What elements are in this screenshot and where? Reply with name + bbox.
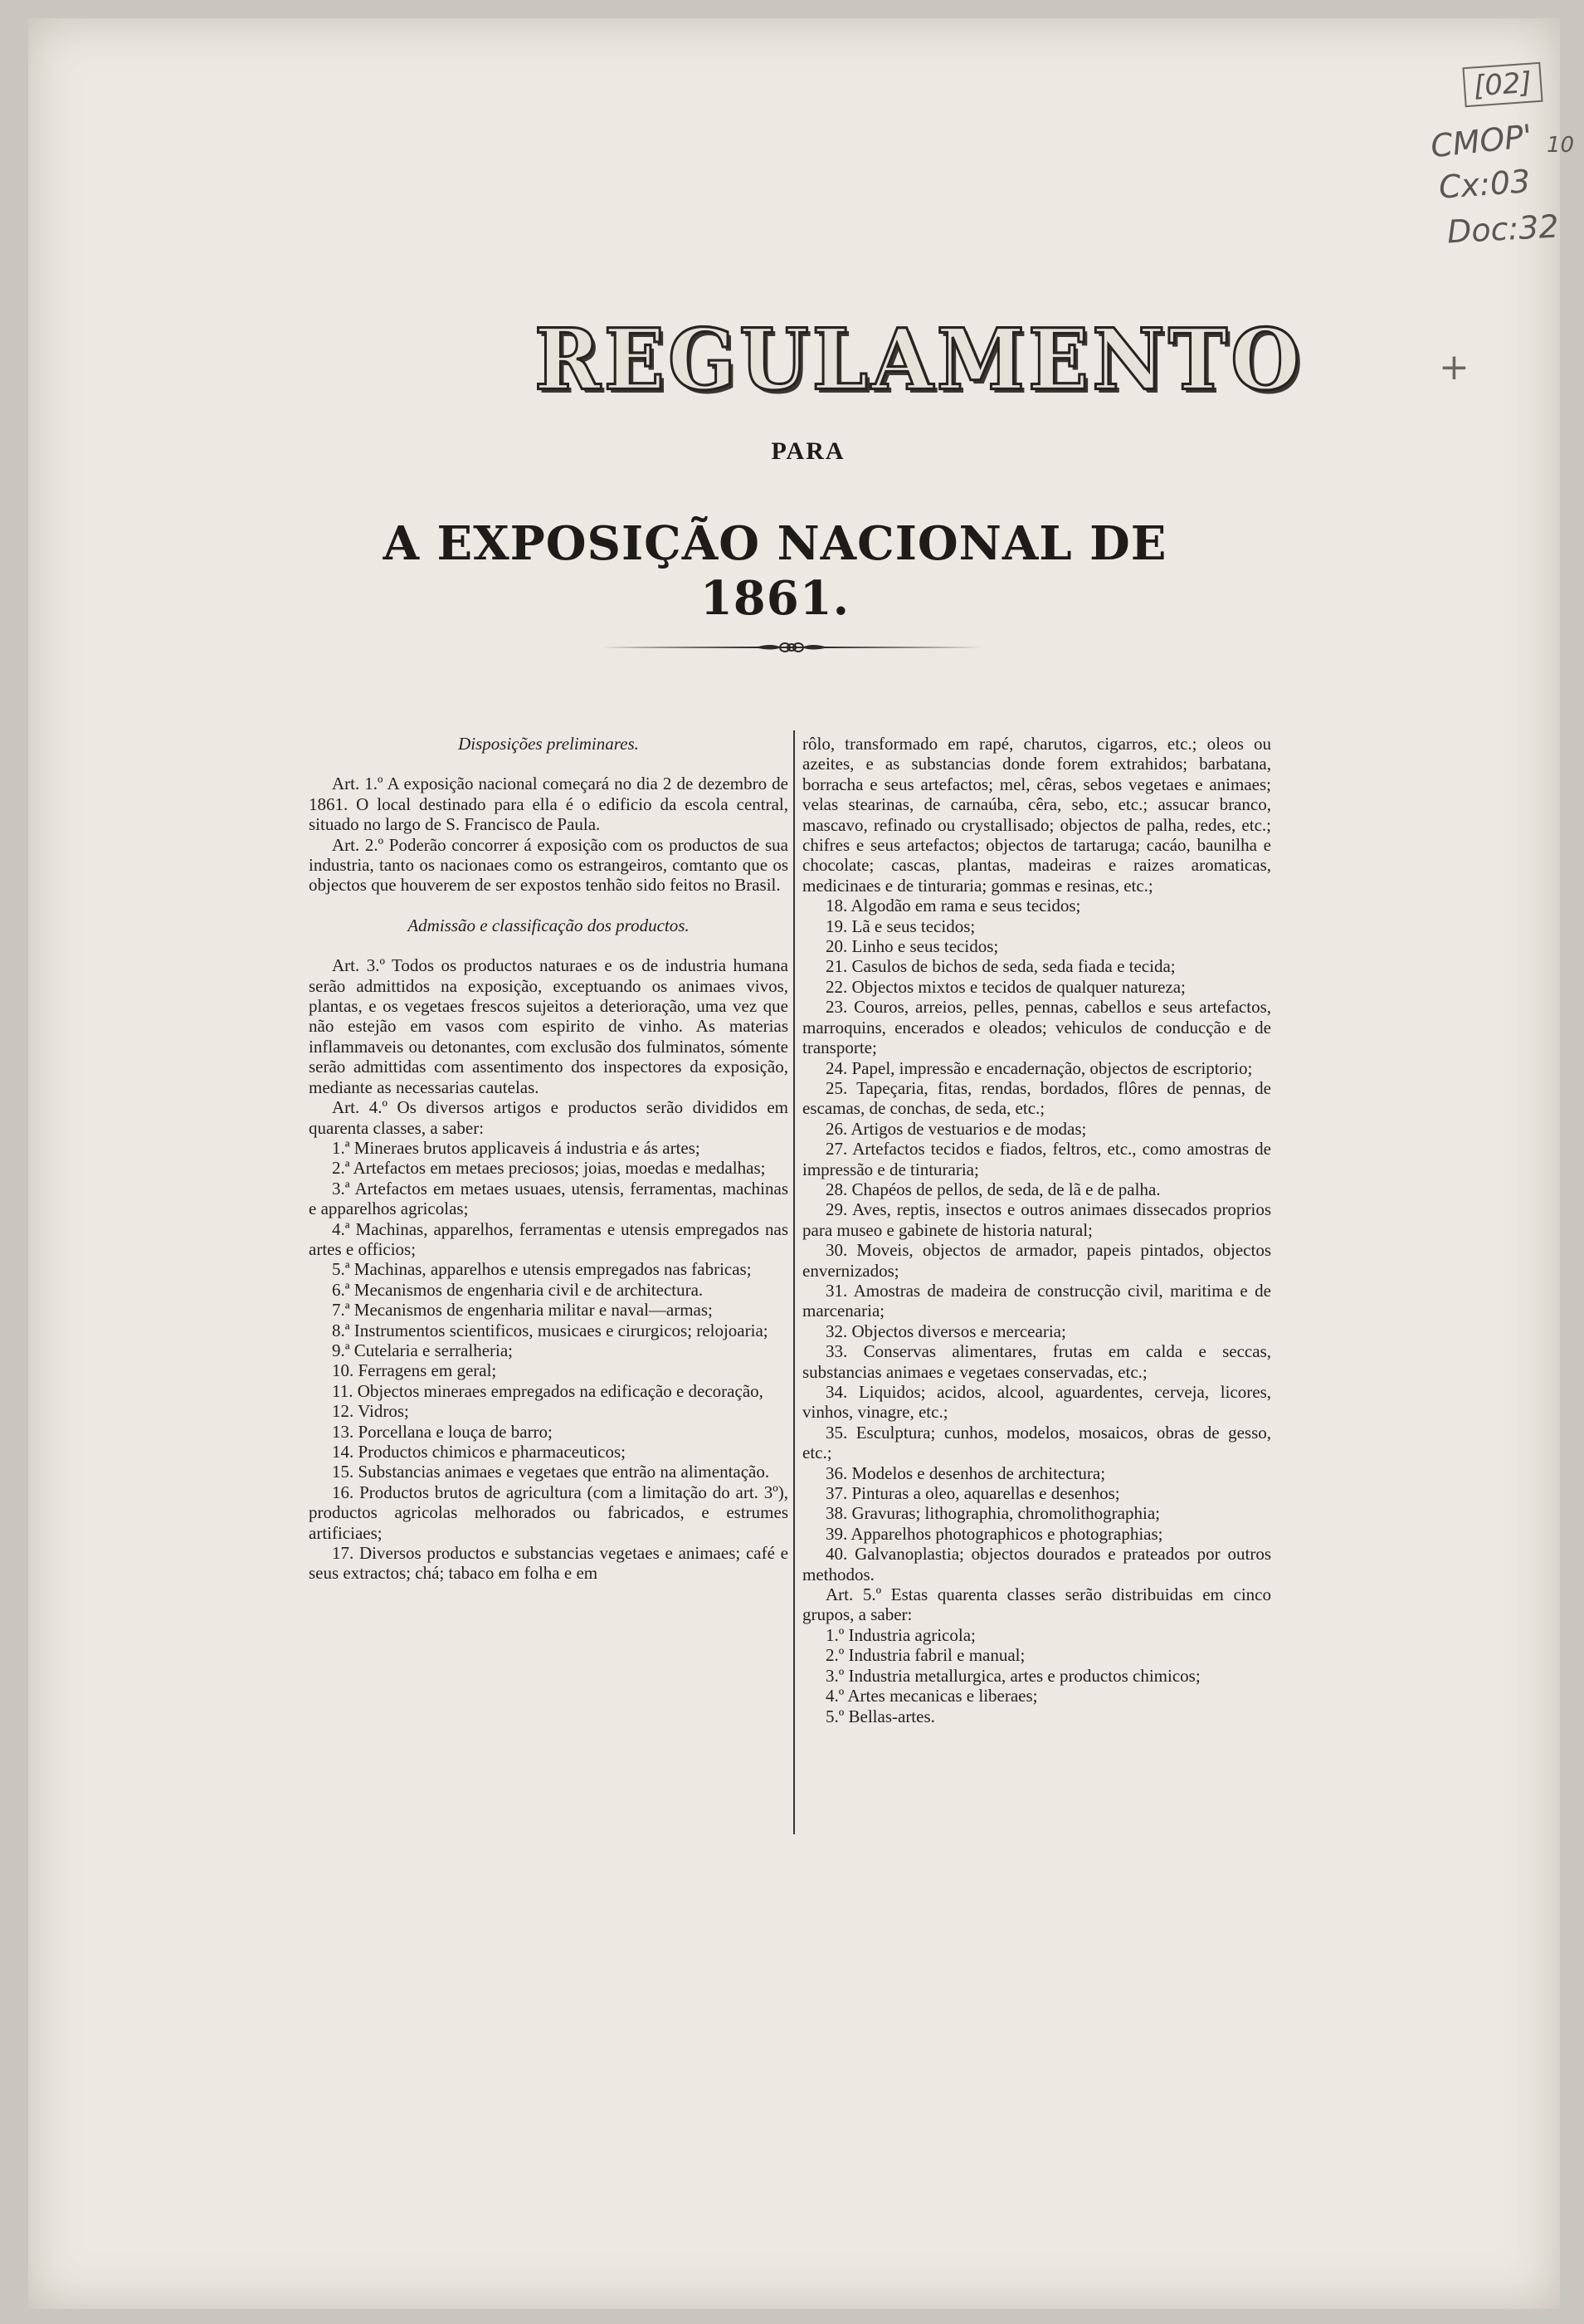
class-item: 6.ª Mecanismos de engenharia civil e de architectura. bbox=[332, 1279, 704, 1300]
section-heading-preliminary: Disposições preliminares. bbox=[458, 734, 639, 754]
class-item: 21. Casulos de bichos de seda, seda fiada e tecida; bbox=[826, 956, 1176, 977]
class-item: 5.ª Machinas, apparelhos e utensis empregados nas fabricas; bbox=[332, 1259, 752, 1280]
archive-fund-code: CMOP' bbox=[1429, 117, 1534, 165]
archive-box-number: [02] bbox=[1462, 62, 1543, 107]
class-17-continuation: rôlo, transformado em rapé, charutos, cigarros, etc.; oleos ou azeites, e as substancias donde forem extrahidos; barbatana, borracha e seus artefactos; mel, cêras, sebos vegetaes e animaes; velas stearinas, de carnaúba, cêra, sebo, etc.; assucar branco, mascavo, refinado ou crystallisado; objectos de palha, redes, etc.; chifres e seus artefactos; objectos de tartaruga; cacáo, baunilha e chocolate; cascas, plantas, madeiras e raizes aromaticas, medicinaes e de tinturaria; gommas e resinas, etc.; bbox=[802, 734, 1271, 896]
class-item: 40. Galvanoplastia; objectos dourados e prateados por outros methodos. bbox=[802, 1544, 1271, 1584]
group-item: 4.º Artes mecanicas e liberaes; bbox=[826, 1686, 1038, 1706]
class-item: 19. Lã e seus tecidos; bbox=[826, 915, 976, 936]
document-sheet bbox=[28, 18, 1575, 2309]
class-item: 20. Linho e seus tecidos; bbox=[826, 936, 999, 957]
class-item: 27. Artefactos tecidos e fiados, feltros, etc., como amostras de impressão e de tinturaria; bbox=[802, 1139, 1271, 1179]
class-item: 7.ª Mecanismos de engenharia militar e naval—armas; bbox=[332, 1300, 713, 1321]
class-item: 13. Porcellana e louça de barro; bbox=[332, 1421, 553, 1442]
class-item: 4.ª Machinas, apparelhos, ferramentas e utensis empregados nas artes e officios; bbox=[309, 1218, 788, 1259]
article-3: Art. 3.º Todos os productos naturaes e os de industria humana serão admittidos na exposição, exceptuando os animaes vivos, plantas, e os vegetaes frescos sujeitos a deterioração, uma vez que não estejão em vasos com espirito de vinho. As materias inflammaveis ou detonantes, com exclusão dos fulminatos, sómente serão admittidas com assentimento dos inspectores da exposição, mediante as necessarias cautelas. bbox=[309, 955, 788, 1097]
column-divider bbox=[793, 730, 795, 1834]
archive-fund-number: 10 bbox=[1547, 133, 1575, 158]
class-item: 35. Esculptura; cunhos, modelos, mosaicos, obras de gesso, etc.; bbox=[802, 1422, 1271, 1463]
class-item: 39. Apparelhos photographicos e photographias; bbox=[826, 1523, 1163, 1544]
class-item: 2.ª Artefactos em metaes preciosos; joias, moedas e medalhas; bbox=[332, 1158, 766, 1179]
left-column bbox=[309, 734, 788, 1584]
right-column bbox=[802, 734, 1271, 1726]
article-5: Art. 5.º Estas quarenta classes serão distribuidas em cinco grupos, a saber: bbox=[802, 1584, 1271, 1625]
class-item: 33. Conservas alimentares, frutas em calda e seccas, substancias animaes e vegetaes conservadas, etc.; bbox=[802, 1341, 1271, 1382]
ornament-divider bbox=[601, 637, 982, 657]
document-subtitle: A EXPOSIÇÃO NACIONAL DE 1861. bbox=[383, 516, 1167, 626]
class-item: 15. Substancias animaes e vegetaes que entrão na alimentação. bbox=[332, 1462, 770, 1482]
pencil-plus-mark: + bbox=[1439, 346, 1469, 388]
article-2: Art. 2.º Poderão concorrer á exposição com os productos de sua industria, tanto os nacionaes como os estrangeiros, comtanto que os objectos que houverem de ser expostos tenhão sido feitos no Brasil. bbox=[309, 834, 788, 896]
archive-doc-code: Doc:32 bbox=[1445, 208, 1560, 251]
group-item: 1.º Industria agricola; bbox=[826, 1624, 976, 1645]
class-item: 32. Objectos diversos e mercearia; bbox=[826, 1321, 1066, 1341]
class-item: 12. Vidros; bbox=[332, 1401, 409, 1422]
class-item: 24. Papel, impressão e encadernação, objectos de escriptorio; bbox=[826, 1057, 1253, 1078]
class-item: 34. Liquidos; acidos, alcool, aguardentes, cerveja, licores, vinhos, vinagre, etc.; bbox=[802, 1382, 1271, 1423]
archive-handwritten-note bbox=[1422, 65, 1580, 251]
article-1: Art. 1.º A exposição nacional começará no dia 2 de dezembro de 1861. O local destinado para ella é o edificio da escola central, situado no largo de S. Francisco de Paula. bbox=[309, 774, 788, 835]
class-item: 3.ª Artefactos em metaes usuaes, utensis, ferramentas, machinas e apparelhos agricolas; bbox=[309, 1178, 788, 1219]
article-4: Art. 4.º Os diversos artigos e productos serão divididos em quarenta classes, a saber: bbox=[309, 1097, 788, 1138]
class-item: 16. Productos brutos de agricultura (com a limitação do art. 3º), productos agricolas melhorados ou fabricados, e estrumes artificiaes; bbox=[309, 1482, 788, 1543]
class-item: 14. Productos chimicos e pharmaceuticos; bbox=[332, 1442, 626, 1462]
document-title-para: PARA bbox=[771, 437, 846, 465]
archive-box-code: Cx:03 bbox=[1437, 163, 1532, 206]
class-item: 36. Modelos e desenhos de architectura; bbox=[826, 1462, 1106, 1483]
class-item: 23. Couros, arreios, pelles, pennas, cabellos e seus artefactos, marroquins, encerados e oleados; vehiculos de conducção e de transporte; bbox=[802, 997, 1271, 1058]
class-item: 25. Tapeçaria, fitas, rendas, bordados, flôres de pennas, de escamas, de conchas, de seda, etc.; bbox=[802, 1077, 1271, 1119]
document-title: REGULAMENTO bbox=[534, 310, 1304, 409]
class-item: 29. Aves, reptis, insectos e outros animaes dissecados proprios para museo e gabinete de historia natural; bbox=[802, 1199, 1271, 1240]
class-item: 22. Objectos mixtos e tecidos de qualquer natureza; bbox=[826, 976, 1186, 997]
section-heading-admission: Admissão e classificação dos productos. bbox=[407, 915, 690, 935]
group-item: 3.º Industria metallurgica, artes e productos chimicos; bbox=[826, 1665, 1201, 1686]
class-item: 28. Chapéos de pellos, de seda, de lã e de palha. bbox=[826, 1179, 1161, 1199]
class-item: 18. Algodão em rama e seus tecidos; bbox=[826, 896, 1081, 916]
class-item: 37. Pinturas a oleo, aquarellas e desenhos; bbox=[826, 1483, 1120, 1504]
class-item: 26. Artigos de vestuarios e de modas; bbox=[826, 1118, 1087, 1139]
class-item: 9.ª Cutelaria e serralheria; bbox=[332, 1340, 514, 1360]
class-item: 11. Objectos mineraes empregados na edificação e decoração, bbox=[332, 1380, 763, 1401]
class-item: 8.ª Instrumentos scientificos, musicaes e cirurgicos; relojoaria; bbox=[332, 1320, 768, 1340]
class-item: 1.ª Mineraes brutos applicaveis á industria e ás artes; bbox=[332, 1137, 700, 1158]
class-item: 31. Amostras de madeira de construcção civil, maritima e de marcenaria; bbox=[802, 1280, 1271, 1321]
class-item: 10. Ferragens em geral; bbox=[332, 1360, 497, 1381]
class-item: 17. Diversos productos e substancias vegetaes e animaes; café e seus extractos; chá; tabaco em folha e em bbox=[309, 1543, 788, 1584]
class-item: 38. Gravuras; lithographia, chromolithographia; bbox=[826, 1503, 1160, 1524]
group-item: 5.º Bellas-artes. bbox=[826, 1706, 935, 1726]
class-item: 30. Moveis, objectos de armador, papeis pintados, objectos envernizados; bbox=[802, 1240, 1271, 1281]
group-item: 2.º Industria fabril e manual; bbox=[826, 1645, 1026, 1666]
